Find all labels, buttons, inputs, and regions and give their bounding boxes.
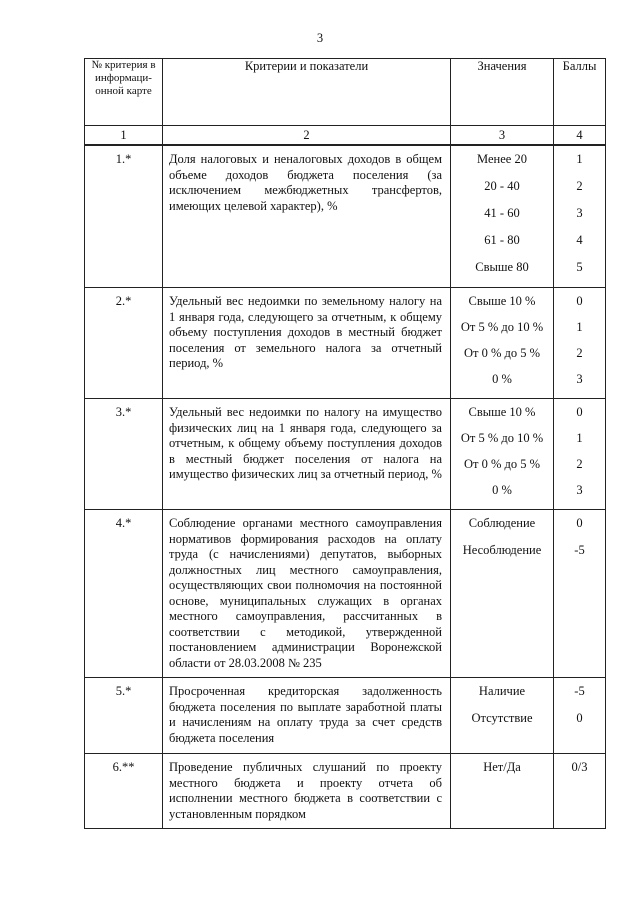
value-list	[451, 145, 554, 288]
table-row	[85, 145, 606, 288]
points-item: 2	[576, 457, 583, 471]
value-item: 41 - 60	[484, 206, 520, 220]
value-item: Свыше 80	[475, 260, 529, 274]
header-points: Баллы	[554, 59, 606, 126]
value-list	[451, 678, 554, 754]
value-list	[451, 399, 554, 510]
table-header-row	[85, 59, 606, 126]
criterion-text: Удельный вес недоимки по налогу на имущество физических лиц на 1 января года, следующего за отчетным, к общему объему поступления доходов в местный бюджет поселения от налога на имущество физических лиц за отчетный период, %	[163, 399, 451, 510]
value-list	[451, 510, 554, 678]
value-list	[451, 288, 554, 399]
points-list	[554, 510, 606, 678]
value-item: Отсутствие	[471, 711, 533, 725]
criterion-text: Доля налоговых и неналоговых доходов в общем объеме доходов бюджета поселения (за исключением межбюджетных трансфертов, имеющих целевой характер), %	[163, 145, 451, 288]
value-item: От 5 % до 10 %	[460, 431, 544, 445]
points-item: -5	[574, 684, 585, 698]
criterion-id: 4.*	[85, 510, 163, 678]
criteria-table	[84, 58, 606, 829]
points-item: 3	[576, 206, 583, 220]
value-item: 20 - 40	[484, 179, 520, 193]
points-list	[554, 678, 606, 754]
column-number: 4	[554, 126, 606, 146]
points-list	[554, 145, 606, 288]
points-item: 1	[576, 431, 583, 445]
column-numbers-row	[85, 126, 606, 146]
points-item: 4	[576, 233, 583, 247]
table-row	[85, 510, 606, 678]
points-item: 0	[576, 405, 583, 419]
column-number: 2	[163, 126, 451, 146]
header-criterion-number: № критерия в информаци-онной карте	[85, 59, 163, 126]
table-row	[85, 288, 606, 399]
points-list	[554, 399, 606, 510]
value-item: Несоблюдение	[462, 543, 542, 557]
criterion-id: 5.*	[85, 678, 163, 754]
value-item: 61 - 80	[484, 233, 520, 247]
points-item: 0	[576, 711, 583, 725]
value-item: Свыше 10 %	[468, 294, 536, 308]
criterion-id: 1.*	[85, 145, 163, 288]
column-number: 1	[85, 126, 163, 146]
points-item: 0	[576, 294, 583, 308]
value-list	[451, 754, 554, 829]
table-row	[85, 399, 606, 510]
criterion-id: 3.*	[85, 399, 163, 510]
points-item: 1	[576, 320, 583, 334]
criterion-text: Удельный вес недоимки по земельному налогу на 1 января года, следующего за отчетным, к общему объему поступления доходов в местный бюджет поселения от земельного налога за отчетный период, %	[163, 288, 451, 399]
value-item: Свыше 10 %	[468, 405, 536, 419]
header-values: Значения	[451, 59, 554, 126]
value-item: 0 %	[492, 483, 512, 497]
criterion-text: Просроченная кредиторская задолженность бюджета поселения по выплате заработной платы и начислениям на оплату труда за счет средств бюджета поселения	[163, 678, 451, 754]
header-criteria: Критерии и показатели	[163, 59, 451, 126]
column-number: 3	[451, 126, 554, 146]
points-item: 0	[576, 516, 583, 530]
table-row	[85, 754, 606, 829]
points-list	[554, 754, 606, 829]
value-item: От 0 % до 5 %	[463, 457, 541, 471]
value-item: Менее 20	[477, 152, 527, 166]
points-item: 3	[576, 372, 583, 386]
table-row	[85, 678, 606, 754]
criterion-text: Соблюдение органами местного самоуправления нормативов формирования расходов на оплату труда (с начислениями) депутатов, выборных должностных лиц местного самоуправления, осуществляющих свои полномочия на постоянной основе, муниципальных служащих в органах местного самоуправления, рассчитанных в соответствии с методикой, утвержденной постановлением администрации Воронежской области от 28.03.2008 № 235	[163, 510, 451, 678]
value-item: От 0 % до 5 %	[463, 346, 541, 360]
value-item: 0 %	[492, 372, 512, 386]
page-number: 3	[316, 31, 324, 45]
value-item: Соблюдение	[468, 516, 536, 530]
criterion-id: 6.**	[85, 754, 163, 829]
points-item: 0/3	[571, 760, 588, 774]
points-item: -5	[574, 543, 585, 557]
criterion-id: 2.*	[85, 288, 163, 399]
points-item: 5	[576, 260, 583, 274]
value-item: От 5 % до 10 %	[460, 320, 544, 334]
value-item: Наличие	[478, 684, 526, 698]
points-list	[554, 288, 606, 399]
criterion-text: Проведение публичных слушаний по проекту местного бюджета и проекту отчета об исполнении местного бюджета в соответствии с установленным порядком	[163, 754, 451, 829]
points-item: 2	[576, 346, 583, 360]
points-item: 2	[576, 179, 583, 193]
points-item: 3	[576, 483, 583, 497]
value-item: Нет/Да	[483, 760, 521, 774]
points-item: 1	[576, 152, 583, 166]
